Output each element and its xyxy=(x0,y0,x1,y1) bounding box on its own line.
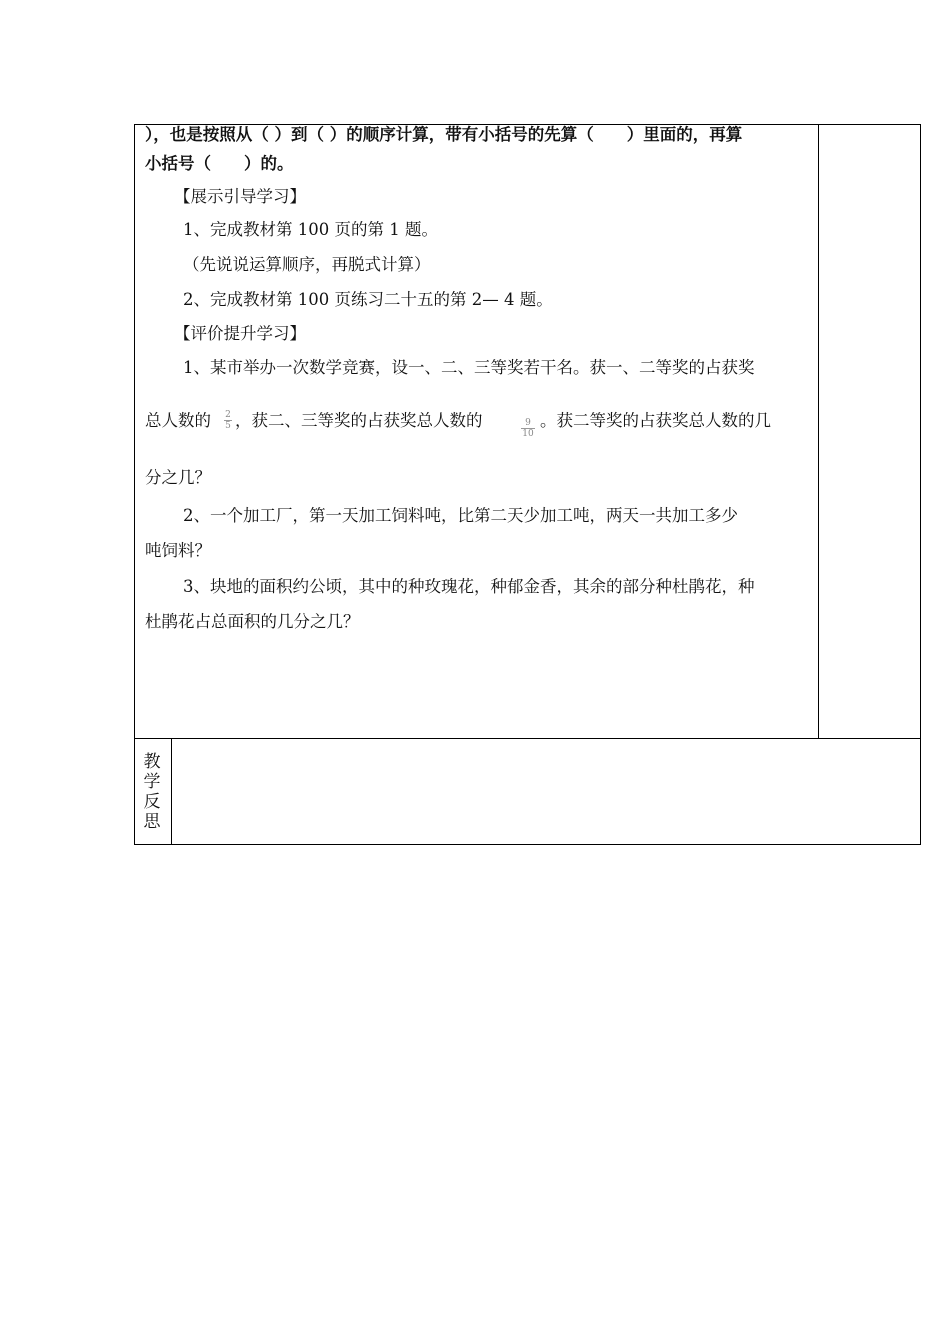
column-divider xyxy=(818,124,819,739)
question-3-line-2: 杜鹃花占总面积的几分之几？ xyxy=(145,612,360,631)
task-2: 2、完成教材第 100 页练习二十五的第 2— 4 题。 xyxy=(183,290,553,309)
fraction-two-fifths-denominator: 5 xyxy=(225,421,231,431)
question-1-line-2c: 。获二等奖的占获奖总人数的几 xyxy=(540,411,771,430)
task-1-note: （先说说运算顺序，再脱式计算） xyxy=(183,255,431,274)
fraction-nine-tenths-denominator: 10 xyxy=(522,429,534,439)
intro-line-2: 小括号（ ）的。 xyxy=(145,154,294,173)
table-right-border xyxy=(920,124,921,845)
reflection-label-char: 反 xyxy=(143,792,161,812)
question-1-line-2b: ，获二、三等奖的占获奖总人数的 xyxy=(235,411,483,430)
question-1-line-3: 分之几？ xyxy=(145,468,211,487)
table-left-border xyxy=(134,124,135,845)
fraction-two-fifths-numerator: 2 xyxy=(225,410,231,420)
question-2-line-2: 吨饲料？ xyxy=(145,541,211,560)
intro-line-1: ），也是按照从（ ）到（ ）的顺序计算，带有小括号的先算（ ）里面的，再算 xyxy=(145,125,743,144)
question-2-line-1: 2、一个加工厂，第一天加工饲料吨，比第二天少加工吨，两天一共加工多少 xyxy=(183,506,738,525)
question-1-line-2a: 总人数的 xyxy=(145,411,211,430)
table-bottom-border xyxy=(134,844,921,845)
task-1: 1、完成教材第 100 页的第 1 题。 xyxy=(183,220,438,239)
reflection-label-char: 学 xyxy=(143,772,161,792)
reflection-label-char: 教 xyxy=(143,752,161,772)
section-heading-show: 【展示引导学习】 xyxy=(174,187,306,206)
fraction-two-fifths xyxy=(223,410,233,431)
reflection-content-area[interactable] xyxy=(172,739,920,844)
section-heading-eval: 【评价提升学习】 xyxy=(174,324,306,343)
fraction-nine-tenths-numerator: 9 xyxy=(525,418,531,428)
teaching-reflection-label xyxy=(140,752,164,832)
question-3-line-1: 3、块地的面积约公顷，其中的种玫瑰花，种郁金香，其余的部分种杜鹃花，种 xyxy=(183,577,755,596)
fraction-nine-tenths xyxy=(520,418,536,439)
question-1-line-1: 1、某市举办一次数学竞赛，设一、二、三等奖若干名。获一、二等奖的占获奖 xyxy=(183,358,755,377)
reflection-label-char: 思 xyxy=(143,812,161,832)
